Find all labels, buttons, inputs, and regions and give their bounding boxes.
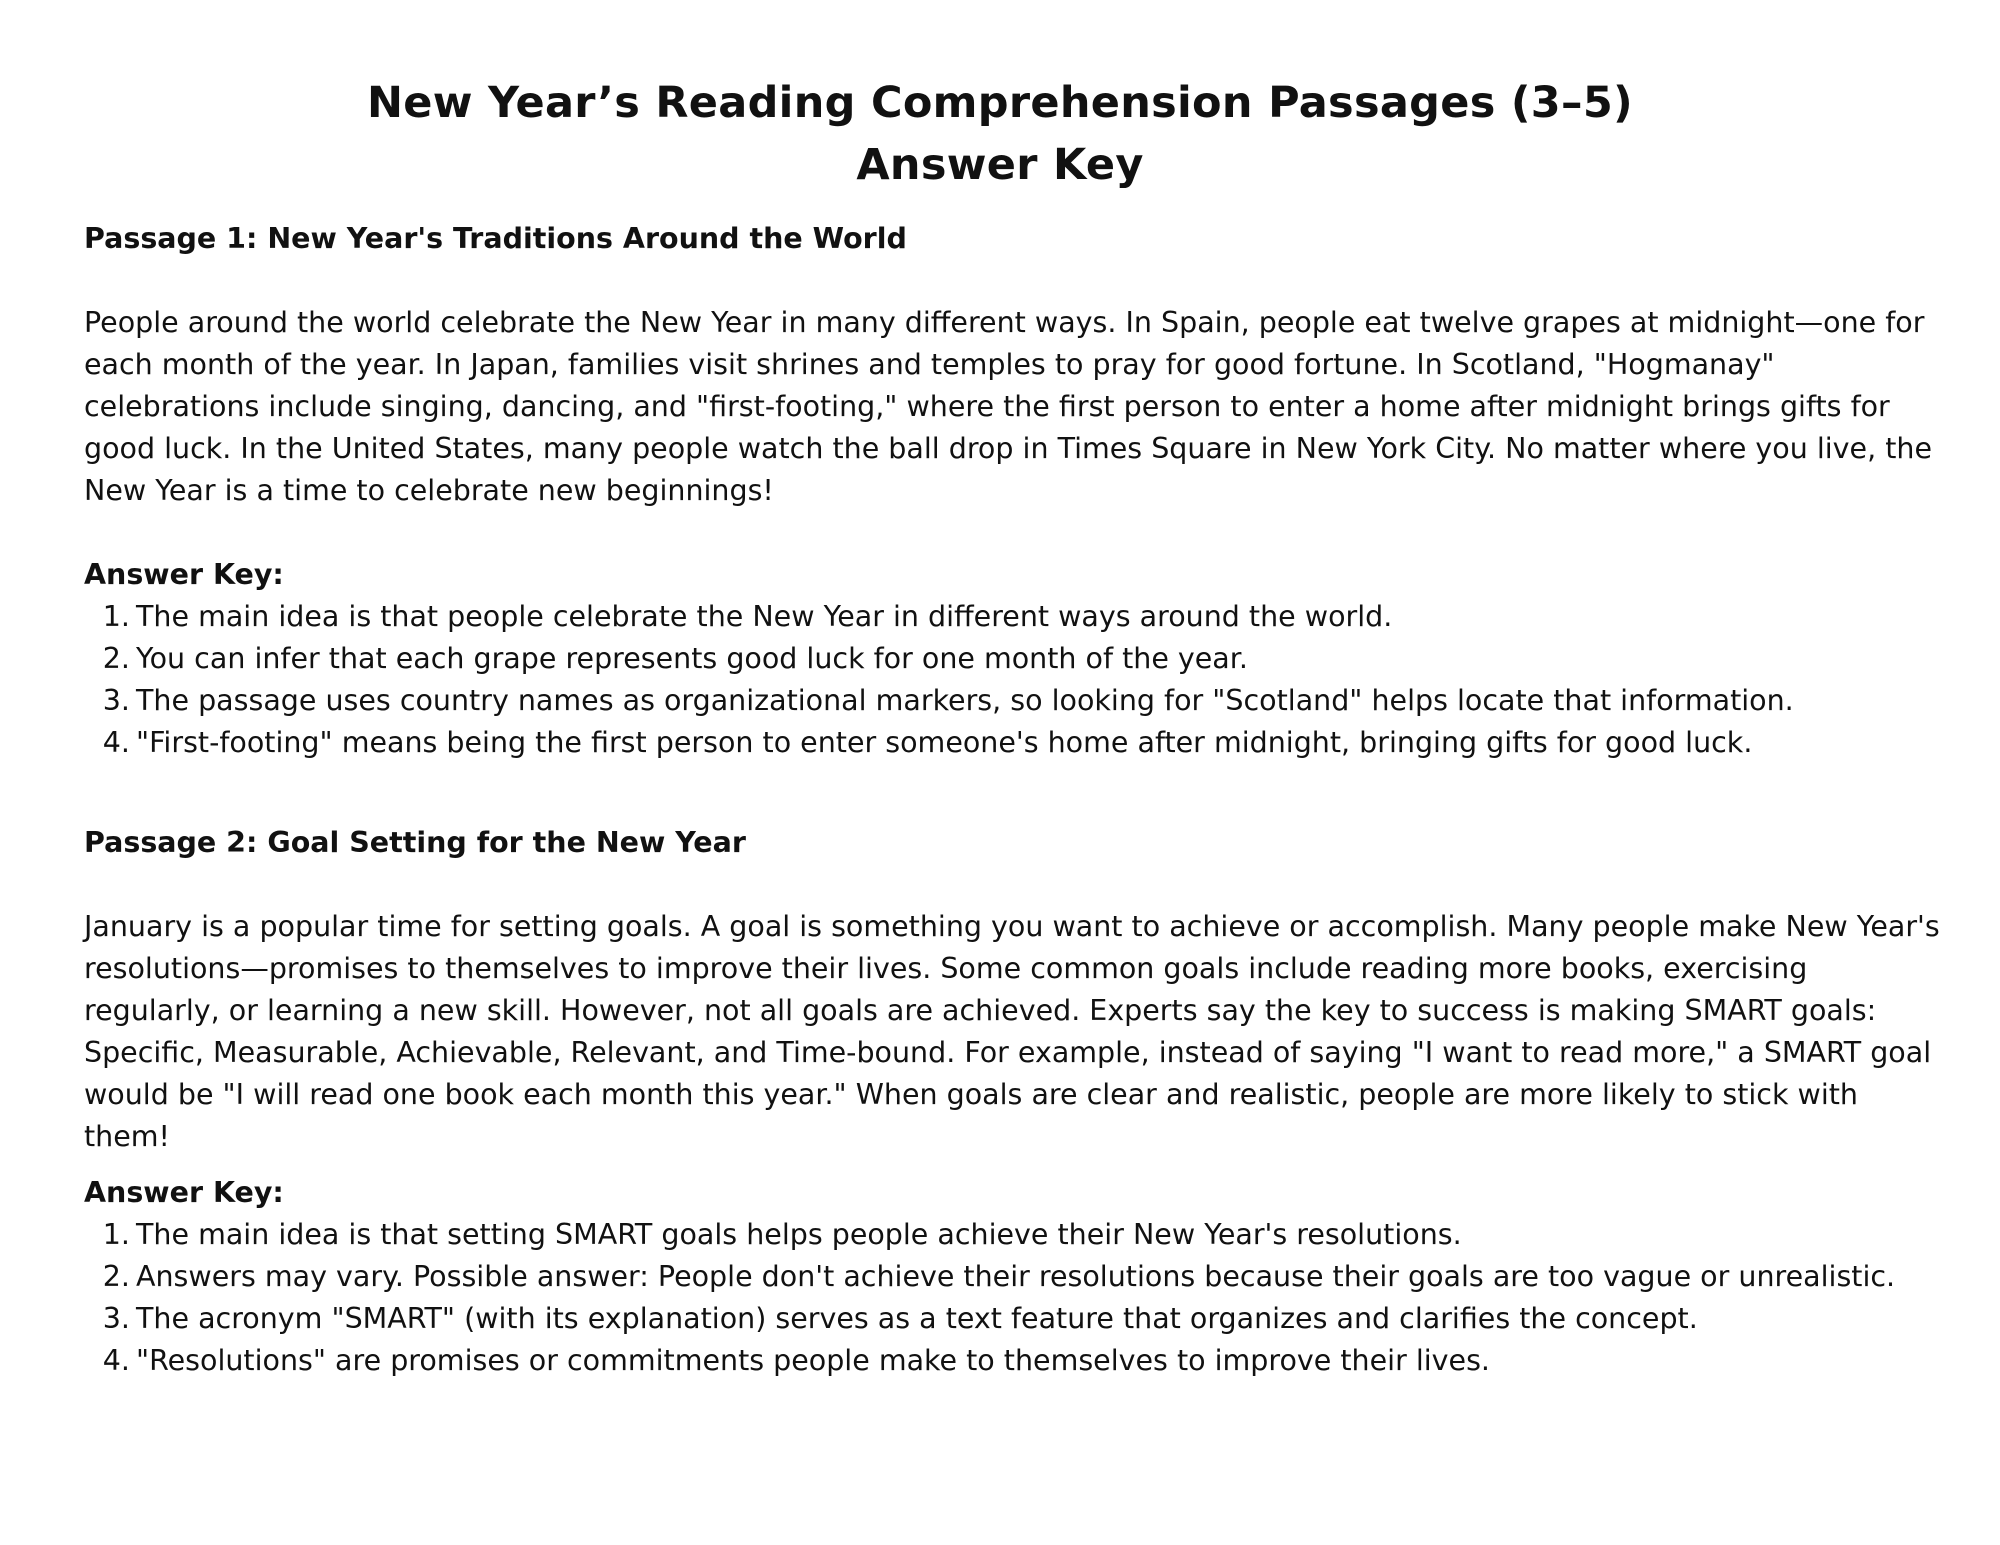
list-item-text: The acronym "SMART" (with its explanation) serves as a text feature that organizes and clarifies the concept. <box>136 1302 1698 1335</box>
list-item-text: You can infer that each grape represents good luck for one month of the year. <box>136 642 1248 675</box>
list-item-number: 2. <box>102 642 130 675</box>
list-item-text: "First-footing" means being the first person to enter someone's home after midnight, bringing gifts for good luck. <box>136 726 1753 759</box>
passage-2-heading: Passage 2: Goal Setting for the New Year <box>84 826 746 859</box>
list-item <box>84 638 1952 680</box>
list-item-text: "Resolutions" are promises or commitments people make to themselves to improve their lives. <box>136 1344 1490 1377</box>
list-item <box>84 722 1952 764</box>
passage-2-answer-key-label: Answer Key: <box>84 1176 284 1209</box>
list-item <box>84 1298 1952 1340</box>
list-item-number: 3. <box>102 684 130 717</box>
list-item <box>84 596 1952 638</box>
passage-1-section <box>84 218 1952 764</box>
list-item-text: The passage uses country names as organizational markers, so looking for "Scotland" helps locate that information. <box>136 684 1794 717</box>
passage-2-section <box>84 822 1952 1382</box>
list-item <box>84 1256 1952 1298</box>
list-item-number: 2. <box>102 1260 130 1293</box>
list-item <box>84 1214 1952 1256</box>
passage-1-text: People around the world celebrate the New Year in many different ways. In Spain, people eat twelve grapes at midnight—one for each month of the year. In Japan, families visit shrines and temples to pray for good fortune. In Scotland, "Hogmanay" celebrations include singing, dancing, and "first-footing," where the first person to enter a home after midnight brings gifts for good luck. In the United States, many people watch the ball drop in Times Square in New York City. No matter where you live, the New Year is a time to celebrate new beginnings! <box>84 306 1932 507</box>
list-item-number: 4. <box>102 726 130 759</box>
list-item <box>84 1340 1952 1382</box>
passage-1-answer-key-label: Answer Key: <box>84 558 284 591</box>
passage-1-answer-list <box>84 596 1952 764</box>
list-item <box>84 680 1952 722</box>
list-item-number: 3. <box>102 1302 130 1335</box>
list-item-text: The main idea is that setting SMART goals helps people achieve their New Year's resolutions. <box>136 1218 1462 1251</box>
passage-1-heading: Passage 1: New Year's Traditions Around the World <box>84 222 907 255</box>
page-subtitle: Answer Key <box>856 140 1144 190</box>
passage-2-answer-list <box>84 1214 1952 1382</box>
list-item-text: The main idea is that people celebrate the New Year in different ways around the world. <box>136 600 1393 633</box>
list-item-number: 1. <box>102 600 130 633</box>
page-title: New Year’s Reading Comprehension Passages (3–5) <box>366 78 1634 128</box>
list-item-number: 4. <box>102 1344 130 1377</box>
list-item-text: Answers may vary. Possible answer: People don't achieve their resolutions because their goals are too vague or unrealistic. <box>136 1260 1896 1293</box>
title-block <box>0 72 2000 196</box>
list-item-number: 1. <box>102 1218 130 1251</box>
passage-2-text: January is a popular time for setting goals. A goal is something you want to achieve or accomplish. Many people make New Year's resolutions—promises to themselves to improve their lives. Some common goals include reading more books, exercising regularly, or learning a new skill. However, not all goals are achieved. Experts say the key to success is making SMART goals: Specific, Measurable, Achievable, Relevant, and Time-bound. For example, instead of saying "I want to read more," a SMART goal would be "I will read one book each month this year." When goals are clear and realistic, people are more likely to stick with them! <box>84 910 1940 1153</box>
